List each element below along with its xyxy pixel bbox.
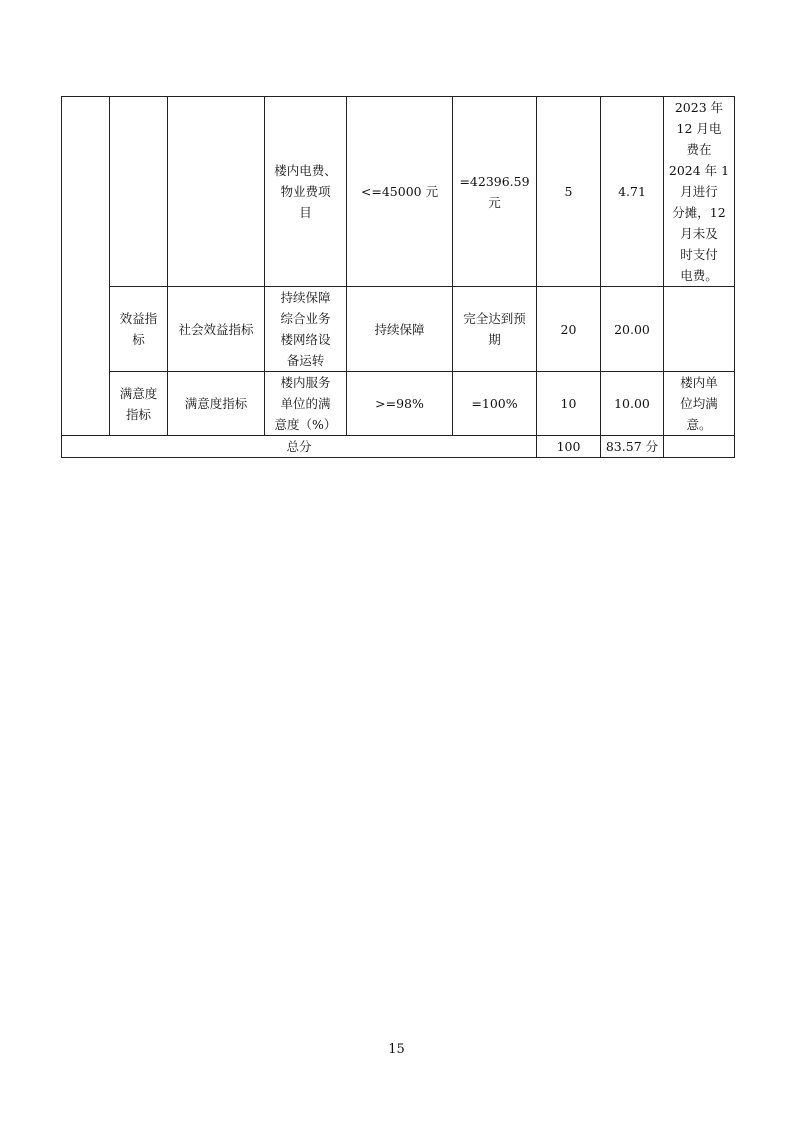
note-cell: 2023 年 12 月电 费在 2024 年 1 月进行 分摊，12 月未及 时支付 电费。	[664, 97, 735, 287]
total-score: 83.57 分	[601, 436, 664, 458]
level2-cell: 社会效益指标	[168, 287, 265, 372]
indicator-cell: 楼内电费、 物业费项 目	[265, 97, 347, 287]
score-cell: 20.00	[601, 287, 664, 372]
table-row	[62, 97, 735, 287]
total-weight: 100	[537, 436, 601, 458]
target-cell: <=45000 元	[347, 97, 453, 287]
level2-cell	[168, 97, 265, 287]
note-cell: 楼内单 位均满 意。	[664, 372, 735, 436]
page-number: 15	[388, 1042, 405, 1057]
actual-cell: 完全达到预 期	[453, 287, 537, 372]
level1-cell	[110, 97, 168, 287]
target-cell: 持续保障	[347, 287, 453, 372]
weight-cell: 20	[537, 287, 601, 372]
level1-cell: 满意度 指标	[110, 372, 168, 436]
target-cell: >=98%	[347, 372, 453, 436]
level1-cell: 效益指 标	[110, 287, 168, 372]
indicator-cell: 楼内服务 单位的满 意度（%）	[265, 372, 347, 436]
total-label: 总分	[62, 436, 537, 458]
weight-cell: 10	[537, 372, 601, 436]
total-note	[664, 436, 735, 458]
performance-table	[61, 96, 735, 458]
indicator-cell: 持续保障 综合业务 楼网络设 备运转	[265, 287, 347, 372]
score-cell: 10.00	[601, 372, 664, 436]
actual-cell: =100%	[453, 372, 537, 436]
level2-cell: 满意度指标	[168, 372, 265, 436]
table-row	[62, 287, 735, 372]
table-row	[62, 372, 735, 436]
note-cell	[664, 287, 735, 372]
category-cell	[62, 97, 110, 436]
score-cell: 4.71	[601, 97, 664, 287]
weight-cell: 5	[537, 97, 601, 287]
actual-cell: =42396.59 元	[453, 97, 537, 287]
total-row	[62, 436, 735, 458]
